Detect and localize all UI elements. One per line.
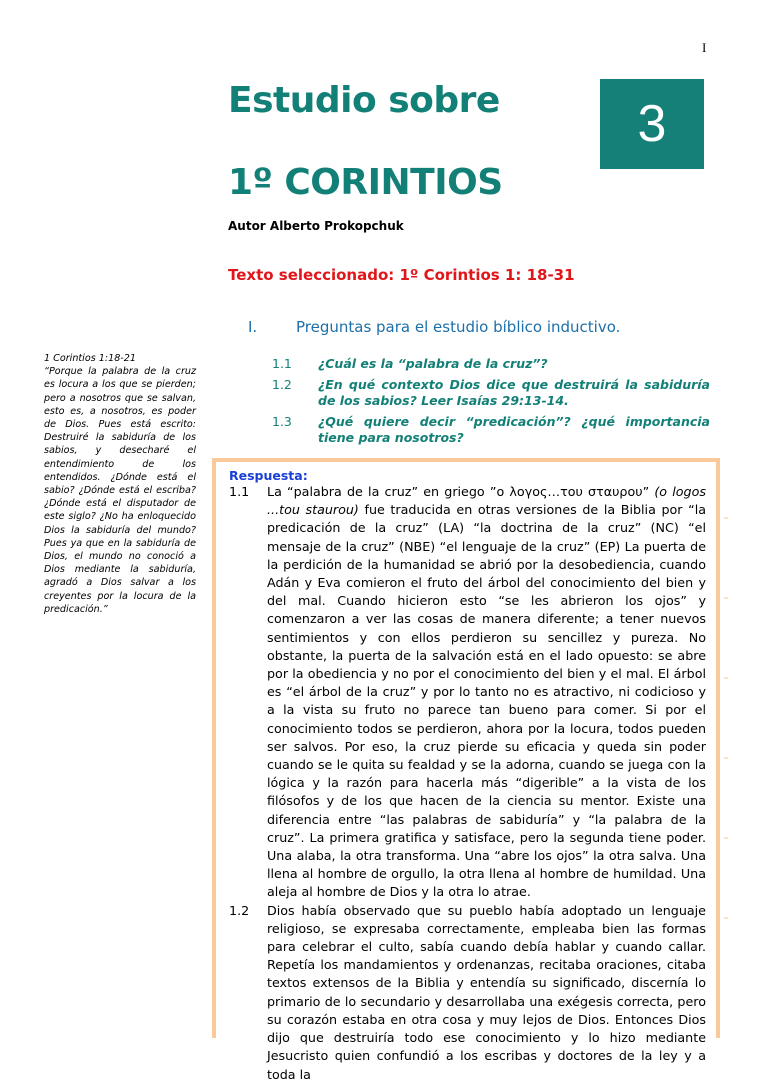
answer-body: Dios había observado que su pueblo había adoptado un lenguaje religioso, se expresaba correctamente, empleaba bien las formas para celebrar el culto, sabía cuando debía hablar y cuando callar. Repetía los mandamientos y ordenanzas, recitaba oraciones, citaba textos extensos de la Biblia y entendía su significado, discernía lo primario de lo secundario y desarrollaba una exégesis correcta, pero su corazón estaba en otra cosa y muy lejos de Dios. Entonces Dios dijo que destruiría todo ese conocimiento y lo hizo mediante Jesucristo quien confundió a los escribas y doctores de la ley y a toda la: [267, 902, 706, 1082]
answer-intro: La “palabra de la cruz” en griego ”ο λογος…του σταυρου”: [267, 484, 655, 499]
author-line: Autor Alberto Prokopchuk: [228, 219, 404, 233]
question-item: [272, 414, 710, 446]
answer-label: Respuesta:: [229, 468, 308, 483]
questions-list: [272, 356, 710, 451]
question-number: 1.2: [272, 377, 292, 392]
answer-intro-italic: (o logos ...tou staurou): [267, 484, 706, 518]
verse-reference: 1 Corintios 1:18-21: [44, 353, 136, 364]
question-item: [272, 377, 710, 409]
chapter-number: 3: [637, 95, 667, 153]
title-line-1: Estudio sobre: [228, 80, 500, 121]
section-number: I.: [248, 318, 258, 336]
answer-item: [229, 902, 706, 1084]
page-number: I: [702, 40, 707, 55]
question-number: 1.1: [272, 356, 292, 371]
selected-text-heading: Texto seleccionado: 1º Corintios 1: 18-31: [228, 266, 575, 284]
title-line-2: 1º CORINTIOS: [228, 162, 503, 203]
answer-box: [212, 458, 720, 1082]
question-item: [272, 356, 710, 372]
answer-number: 1.2: [229, 902, 250, 918]
verse-text: “Porque la palabra de la cruz es locura a los que se pierden; pero a nosotros que se salvan, esto es, a nosotros, es poder de Dios. Pues está escrito: Destruiré la sabiduría de los sabios, y desecharé el entendimiento de los entendidos. ¿Dónde está el sabio? ¿Dónde está el escriba? ¿Dónde está el disputador de este siglo? ¿No ha enloquecido Dios la sabiduría del mundo? Pues ya que en la sabiduría de Dios, el mundo no conoció a Dios mediante la sabiduría, agradó a Dios salvar a los creyentes por la locura de la predicación.”: [44, 366, 196, 615]
answer-text: [267, 483, 706, 902]
question-text: ¿En qué contexto Dios dice que destruirá la sabiduría de los sabios? Leer Isaías 29:13-14.: [318, 377, 710, 408]
question-number: 1.3: [272, 414, 292, 429]
question-text: ¿Qué quiere decir “predicación”? ¿qué importancia tiene para nosotros?: [318, 414, 710, 445]
answer-number: 1.1: [229, 484, 250, 499]
answer-item: [229, 483, 706, 902]
chapter-number-box: [600, 79, 704, 169]
section-heading: [248, 318, 620, 336]
answer-body: fue traducida en otras versiones de la Biblia por “la predicación de la cruz” (LA) “la doctrina de la cruz” (NC) “el mensaje de la cruz” (NBE) “el lenguaje de la cruz” (EP) La puerta de la perdición de la humanidad se abrió por la desobediencia, cuando Adán y Eva comieron el fruto del árbol del conocimiento del bien y del mal. Cuando hicieron esto “se les abrieron los ojos” y comenzaron a ver las cosas de manera diferente; a tener nuevos sentimientos y con ellos perdieron su sencillez y pureza. No obstante, la puerta de la salvación está en el lado opuesto: se abre por la obediencia y no por el conocimiento del bien y el mal. El árbol es “el árbol de la cruz” y por lo tanto no es atractivo, ni codicioso y a la vista su fruto no parece tan bueno para comer. Si por el conocimiento todos se perdieron, ahora por la locura, todos pueden ser salvos. Por eso, la cruz pierde su eficacia y queda sin poder cuando se le quita su fealdad y se la adorna, cuando se juega con la lógica y la razón para hacerla más “digerible” a la vista de los filósofos y de los que hacen de la ciencia su mentor. Existe una diferencia entre “las palabras de sabiduría” y “la palabra de la cruz”. La primera gratifica y satisface, pero la segunda tiene poder. Una alaba, la otra transforma. Una “abre los ojos” la otra salva. Una llena al hombre de orgullo, la otra llena al hombre de humildad. Una aleja al hombre de Dios y la otra lo atrae.: [267, 502, 707, 900]
sidebar-verse: [44, 352, 196, 616]
question-text: ¿Cuál es la “palabra de la cruz”?: [318, 356, 548, 371]
section-title: Preguntas para el estudio bíblico inductivo.: [296, 318, 621, 336]
